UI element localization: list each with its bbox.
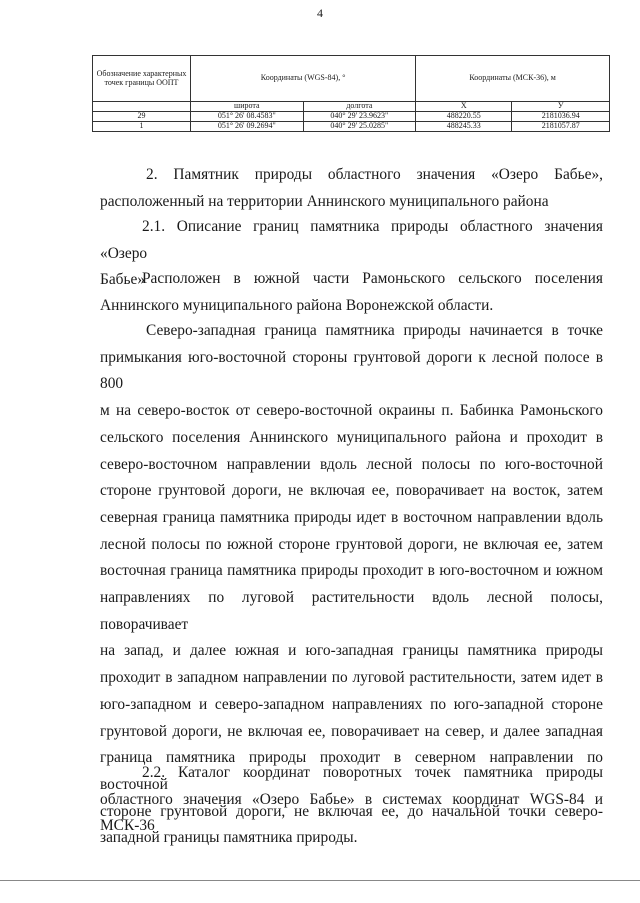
cell-x: 488245.33 <box>416 122 512 132</box>
table-header-row <box>93 56 610 102</box>
section-2-line-2: расположенный на территории Аннинского муниципального района <box>100 192 549 210</box>
location-paragraph <box>100 266 603 319</box>
description-line: северо-восточном направлении вдоль лесной полосы по юго-восточной <box>100 455 603 473</box>
subheader-longitude: долгота <box>303 102 416 112</box>
cell-longitude: 040° 29' 25.0285" <box>303 122 416 132</box>
section-2-2-line-1: 2.2. Каталог координат поворотных точек памятника природы <box>142 764 603 781</box>
location-line-1: Расположен в южной части Рамоньского сельского поселения <box>142 270 603 287</box>
page-bottom-rule <box>0 880 640 881</box>
description-line: стороне грунтовой дороги, не включая ее, до начальной точки северо- <box>100 802 603 820</box>
page-number: 4 <box>317 6 323 20</box>
section-2-2-heading <box>100 760 603 840</box>
table-row <box>93 112 610 122</box>
subheader-y: У <box>512 102 610 112</box>
table-row <box>93 122 610 132</box>
table-subheader-row <box>93 102 610 112</box>
description-line: примыкания юго-восточной стороны грунтовой дороги к лесной полосе в 800 <box>100 348 603 393</box>
description-line: проходит в западном направлении по луговой растительности, затем идет в <box>100 669 603 687</box>
cell-y: 2181036.94 <box>512 112 610 122</box>
cell-x: 488220.55 <box>416 112 512 122</box>
description-line: стороне грунтовой дороги, не включая ее, поворачивает на восток, затем <box>100 482 603 500</box>
description-line: направлениях по луговой растительности вдоль лесной полосы, поворачивает <box>100 589 603 633</box>
cell-point: 29 <box>93 112 191 122</box>
subheader-x: X <box>416 102 512 112</box>
header-boundary-points: Обозначение характерных точек границы ООПТ <box>93 56 191 102</box>
section-2-2-line-2: областного значения «Озеро Бабье» в системах координат WGS-84 и МСК-36 <box>100 790 603 835</box>
description-line: Северо-западная граница памятника природы начинается в точке <box>146 322 603 339</box>
section-2-heading <box>100 162 603 215</box>
coordinates-table <box>92 55 610 132</box>
description-line: сельского поселения Аннинского муниципального района и проходит в <box>100 428 603 446</box>
description-line: на запад, и далее южная и юго-западная границы памятника природы <box>100 642 603 660</box>
description-line: м на северо-восток от северо-восточной окраины п. Бабинка Рамоньского <box>100 402 603 420</box>
description-line: западной границы памятника природы. <box>100 829 358 847</box>
section-2-1-line-1: 2.1. Описание границ памятника природы областного значения «Озеро <box>100 218 603 262</box>
header-msk36: Координаты (МСК-36), м <box>416 56 610 102</box>
cell-latitude: 051° 26' 08.4583" <box>191 112 304 122</box>
subheader-empty <box>93 102 191 112</box>
cell-y: 2181057.87 <box>512 122 610 132</box>
section-2-line-1: 2. Памятник природы областного значения «Озеро Бабье», <box>146 166 603 183</box>
section-2-1-line-2: Бабье» <box>100 271 146 289</box>
location-line-2: Аннинского муниципального района Воронежской области. <box>100 296 494 314</box>
description-line: восточная граница памятника природы проходит в юго-восточном и южном <box>100 562 603 580</box>
subheader-latitude: широта <box>191 102 304 112</box>
cell-latitude: 051° 26' 09.2694" <box>191 122 304 132</box>
description-line: северная граница памятника природы идет в восточном направлении вдоль <box>100 508 603 526</box>
description-line: лесной полосы по южной стороне грунтовой дороги, не включая ее, затем <box>100 535 603 553</box>
description-line: граница памятника природы проходит в северном направлении по восточной <box>100 749 603 793</box>
description-line: грунтовой дороги, не включая ее, поворачивает на север, и далее западная <box>100 722 603 740</box>
header-wgs84: Координаты (WGS-84), ° <box>191 56 416 102</box>
cell-point: 1 <box>93 122 191 132</box>
description-line: юго-западном и северо-западном направлениях по юго-западной стороне <box>100 695 603 713</box>
cell-longitude: 040° 29' 23.9623" <box>303 112 416 122</box>
